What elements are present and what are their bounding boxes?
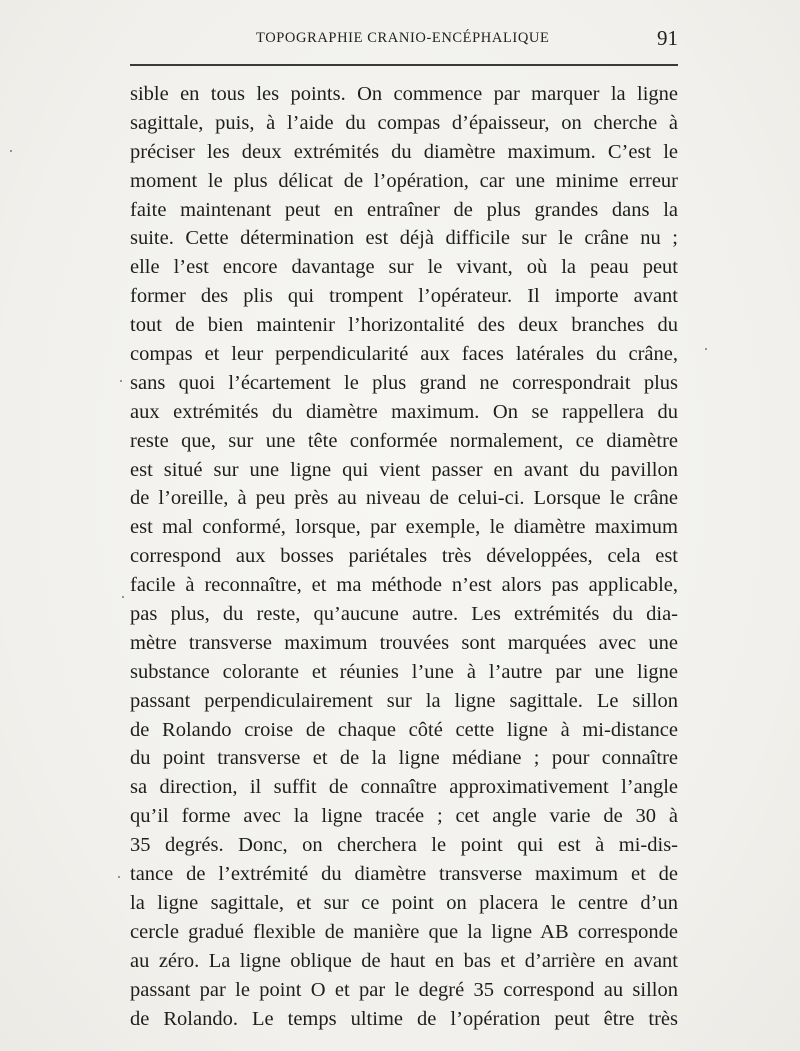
text-line: passant perpendiculairement sur la ligne sagittale. Le sillon [130, 689, 678, 712]
text-line: moment le plus délicat de l’opération, car une minime erreur [130, 169, 678, 192]
text-line: suite. Cette détermination est déjà difficile sur le crâne nu ; [130, 227, 678, 250]
text-line: de l’oreille, à peu près au niveau de celui-ci. Lorsque le crâne [130, 487, 678, 510]
text-line: 35 degrés. Donc, on cherchera le point qui est à mi-dis- [130, 834, 678, 857]
text-line: de Rolando croise de chaque côté cette ligne à mi-distance [130, 718, 678, 741]
text-line: pas plus, du reste, qu’aucune autre. Les extrémités du dia- [130, 603, 678, 626]
text-line: correspond aux bosses pariétales très développées, cela est [130, 545, 678, 568]
text-line: sible en tous les points. On commence par marquer la ligne [130, 83, 678, 105]
paper-speck [705, 348, 707, 350]
text-line: facile à reconnaître, et ma méthode n’est alors pas applicable, [130, 574, 678, 597]
page-header [130, 26, 678, 52]
text-line: substance colorante et réunies l’une à l’autre par une ligne [130, 660, 678, 683]
text-line: tance de l’extrémité du diamètre transverse maximum et de [130, 863, 678, 886]
text-line: de Rolando. Le temps ultime de l’opération peut être très [130, 1007, 678, 1030]
header-rule [130, 64, 678, 66]
paper-speck [120, 380, 122, 382]
paper-speck [10, 150, 12, 152]
text-line: sa direction, il suffit de connaître approximativement l’angle [130, 776, 678, 799]
text-line: est mal conformé, lorsque, par exemple, le diamètre maximum [130, 516, 678, 539]
text-line: former des plis qui trompent l’opérateur. Il importe avant [130, 285, 678, 308]
text-line: compas et leur perpendicularité aux faces latérales du crâne, [130, 343, 678, 366]
text-line: sagittale, puis, à l’aide du compas d’épaisseur, on cherche à [130, 111, 678, 134]
text-line: reste que, sur une tête conformée normalement, ce diamètre [130, 429, 678, 452]
text-line: faite maintenant peut en entraîner de plus grandes dans la [130, 198, 678, 221]
text-line: au zéro. La ligne oblique de haut en bas et d’arrière en avant [130, 949, 678, 972]
body-text [130, 80, 678, 1033]
paper-speck [122, 596, 124, 598]
text-line: elle l’est encore davantage sur le vivant, où la peau peut [130, 256, 678, 279]
text-line: préciser les deux extrémités du diamètre maximum. C’est le [130, 140, 678, 163]
text-line: la ligne sagittale, et sur ce point on placera le centre d’un [130, 891, 678, 914]
running-title: TOPOGRAPHIE CRANIO-ENCÉPHALIQUE [256, 30, 550, 46]
text-line: qu’il forme avec la ligne tracée ; cet angle varie de 30 à [130, 805, 678, 828]
text-line: sans quoi l’écartement le plus grand ne correspondrait plus [130, 371, 678, 394]
text-line: du point transverse et de la ligne médiane ; pour connaître [130, 747, 678, 770]
page-number: 91 [657, 26, 678, 50]
text-line: mètre transverse maximum trouvées sont marquées avec une [130, 631, 678, 654]
text-line: tout de bien maintenir l’horizontalité des deux branches du [130, 314, 678, 337]
text-line: aux extrémités du diamètre maximum. On se rappellera du [130, 400, 678, 423]
paper-speck [118, 876, 120, 878]
text-line: cercle gradué flexible de manière que la ligne AB corresponde [130, 920, 678, 943]
text-line: passant par le point O et par le degré 35 correspond au sillon [130, 978, 678, 1001]
text-line: est situé sur une ligne qui vient passer en avant du pavillon [130, 458, 678, 481]
